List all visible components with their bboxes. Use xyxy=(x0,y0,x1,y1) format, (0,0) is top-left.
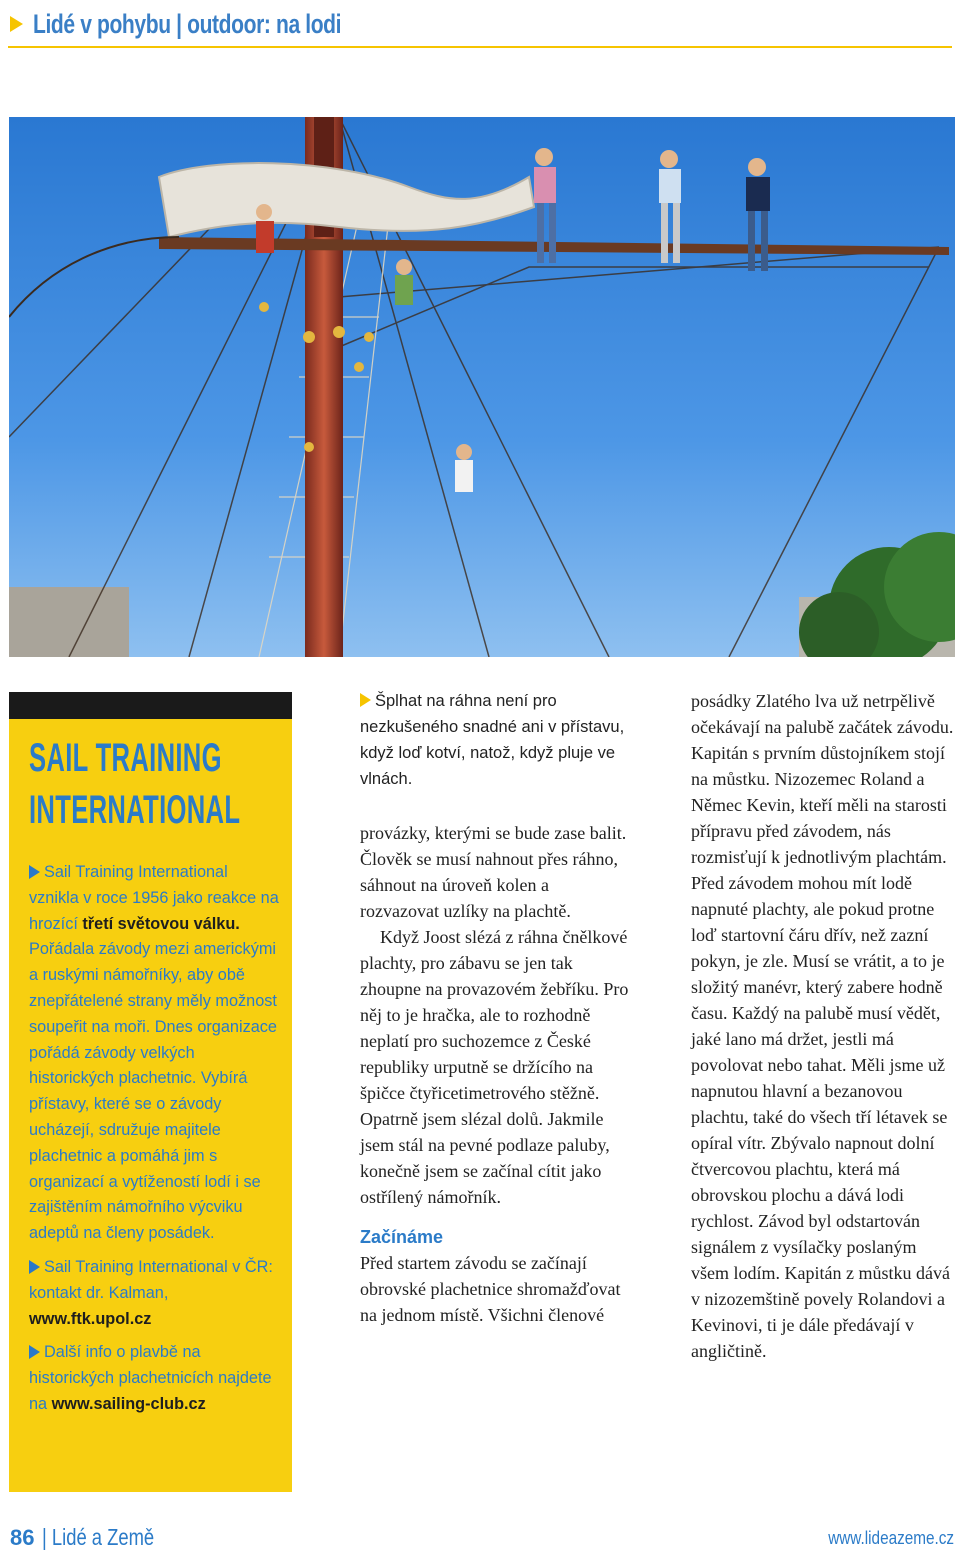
sidebar-top-bar xyxy=(9,692,292,719)
sidebar-paragraph xyxy=(29,860,279,1247)
sidebar-title xyxy=(29,732,259,836)
ftk-link[interactable]: www.ftk.upol.cz xyxy=(29,1309,152,1328)
subheading: Začínáme xyxy=(360,1227,444,1247)
bullet-arrow-icon xyxy=(29,865,40,879)
sidebar-text: Pořádala závody mezi americkými a ruskými námořníky, aby obě znepřátelené strany měly možnost soupeřit na moři. Dnes organizace pořádá závody velkých historických plachetnic. Vybírá přístavy, které se o závody ucházejí, sdružuje majitele plachetnic a pomáhá jim s organizací a vytížeností lodí i se zajištěním námořního výcviku adeptů na členy posádek. xyxy=(29,940,277,1243)
page-number: 86 xyxy=(10,1524,35,1550)
sidebar-body xyxy=(29,860,279,1426)
section-title: Lidé v pohybu | outdoor: na lodi xyxy=(33,8,342,39)
article-column-3 xyxy=(691,688,956,1364)
arrow-icon xyxy=(10,16,23,32)
arrow-icon xyxy=(360,693,371,707)
pull-quote-text: Šplhat na ráhna není pro nezkušeného snadné ani v přístavu, když loď kotví, natož, když pluje ve vlnách. xyxy=(360,692,625,788)
header-divider xyxy=(8,46,952,48)
building xyxy=(9,587,129,657)
article-paragraph: Když Joost slézá z ráhna čnělkové plachty, pro zábavu se jen tak zhoupne na provazovém žebříku. Pro něj to je hračka, ale to rozhodně neplatí pro suchozemce z České republiky urputně se držícího na špičce čtyřicetimetrového stěžně. Opatrně jsem slézal dolů. Jakmile jsem stál na pevné podlaze paluby, konečně jsem se začínal cítit jako ostřílený námořník. xyxy=(360,927,629,1207)
sailing-club-link[interactable]: www.sailing-club.cz xyxy=(51,1394,206,1413)
bullet-arrow-icon xyxy=(29,1345,40,1359)
article-paragraph: posádky Zlatého lva už netrpělivě očekávají na palubě začátek závodu. Kapitán s prvním důstojníkem stojí na můstku. Nizozemec Roland a Němec Kevin, kteří měli na starosti přípravu před závodem, nás rozmisťují k jednotlivým plachtám. Před závodem mohou mít lodě napnuté plachty, ale pokud protne loď startovní čáru dřív, než zazní pokyn, je zle. Musí se vrátit, a to je složitý manévr, který zabere hodně času. Každý na palubě musí vědět, jaké lano má držet, jestli má povolovat nebo tahat. Měli jsme už napnutou hlavní a bezanovou plachtu, také do všech tří létavek se opíral vítr. Zbývalo napnout dolní čtvercovou plachtu, která má obrovskou plochu a dává lodi rychlost. Závod byl odstartován signálem z vysílačky poslaným všem lodím. Kapitán z můstku dává v nizozemštině povely Rolandovi a Kevinovi, ti je dále předávají v angličtině. xyxy=(691,691,954,1361)
sidebar-title-line: INTERNATIONAL xyxy=(29,788,241,832)
sidebar-text: Další info o plavbě na historických plachetnicích najdete na xyxy=(29,1343,272,1413)
sidebar-bold-text: třetí světovou válku. xyxy=(82,914,240,933)
sidebar-text: Sail Training International vznikla v roce 1956 jako reakce na hrozící xyxy=(29,863,279,933)
sidebar-paragraph xyxy=(29,1340,279,1417)
footer-left xyxy=(10,1524,183,1551)
sidebar-paragraph xyxy=(29,1255,279,1332)
running-header xyxy=(10,4,428,44)
article-paragraph: Před startem závodu se začínají obrovské plachetnice shromažďovat na jednom místě. Všichni členové xyxy=(360,1253,621,1325)
ship-mast-photo xyxy=(9,117,955,657)
article-paragraph: provázky, kterými se bude zase balit. Člověk se musí nahnout přes ráhno, sáhnout na úroveň kolen a rozvazovat uzlíky na plachtě. xyxy=(360,823,627,921)
publication-name: | Lidé a Země xyxy=(42,1524,155,1550)
pull-quote xyxy=(360,688,630,792)
bullet-arrow-icon xyxy=(29,1260,40,1274)
sidebar-text: Sail Training International v ČR: kontakt dr. Kalman, xyxy=(29,1257,273,1302)
article-column-2 xyxy=(360,688,630,1328)
website-link[interactable]: www.lideazeme.cz xyxy=(828,1528,954,1548)
sidebar-title-line: SAIL TRAINING xyxy=(29,736,222,780)
info-sidebar xyxy=(9,692,292,1492)
